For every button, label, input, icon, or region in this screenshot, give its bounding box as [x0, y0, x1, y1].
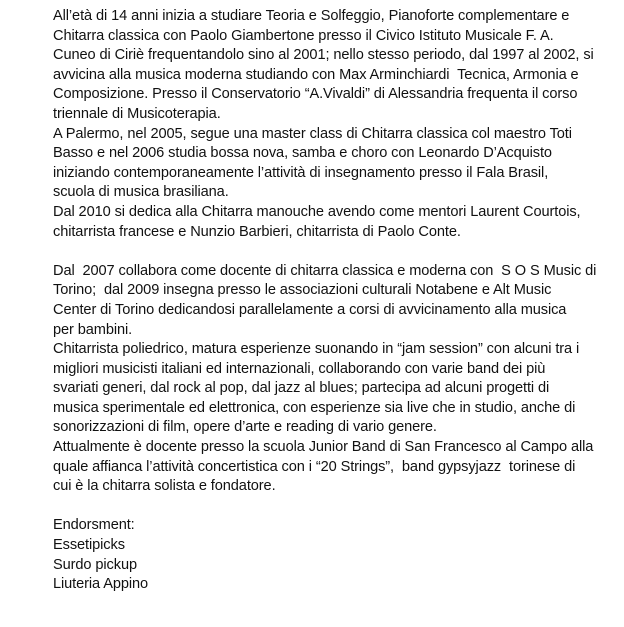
paragraph-spacer	[53, 497, 613, 517]
text-line: Chitarrista poliedrico, matura esperienze suonando in “jam session” con alcuni tra i	[53, 341, 580, 358]
text-line: Cuneo di Ciriè frequentandolo sino al 2001; nello stesso periodo, dal 1997 al 2002, si	[53, 47, 594, 64]
text-line: migliori musicisti italiani ed internazionali, collaborando con varie band dei più	[53, 360, 546, 377]
text-line: Dal 2010 si dedica alla Chitarra manouche avendo come mentori Laurent Courtois,	[53, 203, 581, 220]
text-line: iniziando contemporaneamente l’attività di insegnamento presso il Fala Brasil,	[53, 164, 549, 181]
endorsment-item: Liuteria Appino	[53, 576, 149, 593]
text-line: Chitarra classica con Paolo Giambertone presso il Civico Istituto Musicale F. A.	[53, 27, 554, 44]
text-line: cui è la chitarra solista e fondatore.	[53, 478, 276, 495]
text-line: A Palermo, nel 2005, segue una master class di Chitarra classica col maestro Toti	[53, 125, 572, 142]
endorsment-item: Essetipicks	[53, 537, 125, 554]
endorsment-heading: Endorsment:	[53, 517, 135, 534]
text-line: quale affianca l’attività concertistica con i “20 Strings”, band gypsyjazz torinese di	[53, 458, 576, 475]
text-line: Torino; dal 2009 insegna presso le associazioni culturali Notabene e Alt Music	[53, 282, 552, 299]
text-line: svariati generi, dal rock al pop, dal jazz al blues; partecipa ad alcuni progetti di	[53, 380, 550, 397]
text-line: per bambini.	[53, 321, 133, 338]
text-line: musica sperimentale ed elettronica, con esperienze sia live che in studio, anche di	[53, 399, 576, 416]
text-line: Composizione. Presso il Conservatorio “A.Vivaldi” di Alessandria frequenta il corso	[53, 86, 578, 103]
text-line: sonorizzazioni di film, opere d’arte e reading di vario genere.	[53, 419, 437, 436]
text-line: chitarrista francese e Nunzio Barbieri, chitarrista di Paolo Conte.	[53, 223, 461, 240]
text-line: Dal 2007 collabora come docente di chitarra classica e moderna con S O S Music di	[53, 262, 597, 279]
paragraph-spacer	[53, 242, 613, 262]
biography-paragraph-1	[53, 7, 613, 242]
document-body	[53, 7, 613, 595]
biography-paragraph-2	[53, 262, 613, 497]
text-line: All’età di 14 anni inizia a studiare Teoria e Solfeggio, Pianoforte complementare e	[53, 8, 570, 24]
text-line: Center di Torino dedicandosi parallelamente a corsi di avvicinamento alla musica	[53, 301, 567, 318]
text-line: scuola di musica brasiliana.	[53, 184, 229, 201]
endorsment-item: Surdo pickup	[53, 556, 137, 573]
text-line: triennale di Musicoterapia.	[53, 105, 221, 122]
endorsment-section	[53, 516, 613, 594]
text-line: avvicina alla musica moderna studiando con Max Arminchiardi Tecnica, Armonia e	[53, 66, 579, 83]
text-line: Basso e nel 2006 studia bossa nova, samba e choro con Leonardo D’Acquisto	[53, 145, 552, 162]
text-line: Attualmente è docente presso la scuola Junior Band di San Francesco al Campo alla	[53, 439, 594, 456]
